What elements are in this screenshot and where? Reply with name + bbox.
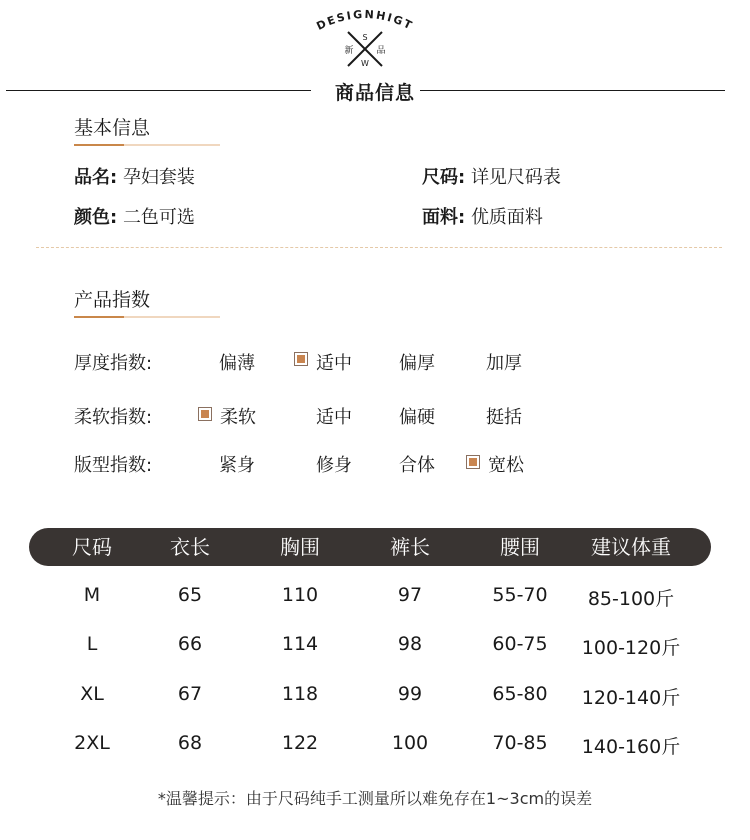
softness-option-crisp: 挺括 [486,407,522,428]
info-key: 颜色: [74,207,118,228]
thickness-option-medium: 适中 [316,353,352,374]
info-value: 孕妇套装 [122,167,195,188]
fit-index-label: 版型指数: [74,455,153,476]
brand-logo [300,6,430,80]
fit-option-loose: 宽松 [488,455,524,476]
table-cell: 99 [397,683,423,705]
header-length: 衣长 [170,535,210,559]
thickness-option-thin: 偏薄 [219,353,255,374]
section-title: 商品信息 [334,82,415,104]
header-weight: 建议体重 [591,535,671,559]
info-item-size [422,163,561,189]
table-cell: L [86,633,98,655]
table-cell: 85-100斤 [587,588,675,610]
header-pants-length: 裤长 [390,535,430,559]
selected-checkbox-icon [198,407,212,421]
logo-letter-top: S [362,33,368,42]
header-chest: 胸围 [280,535,320,559]
info-item-fabric [422,203,543,229]
thickness-option-thick: 偏厚 [399,353,435,374]
measurement-note: *温馨提示：由于尺码纯手工测量所以难免存在1~3cm的误差 [157,789,593,808]
info-key: 品名: [74,167,118,188]
table-cell: 68 [177,732,203,754]
info-item-product-name [74,163,195,189]
fit-option-tight: 紧身 [219,455,255,476]
table-cell: 2XL [74,732,110,754]
info-value: 二色可选 [122,207,195,228]
table-cell: 120-140斤 [581,687,681,709]
table-cell: 70-85 [492,732,548,754]
table-cell: 122 [281,732,319,754]
logo-glyph-right: 品 [376,46,386,56]
info-value: 详见尺码表 [470,167,561,188]
table-cell: 98 [397,633,423,655]
softness-option-stiff: 偏硬 [399,407,435,428]
table-cell: 140-160斤 [581,736,681,758]
table-cell: 114 [281,633,319,655]
selected-checkbox-icon [294,352,308,366]
table-cell: 65 [177,584,203,606]
selected-checkbox-icon [466,455,480,469]
fit-option-slim: 修身 [316,455,352,476]
logo-brand-text: DESIGNHIGT [314,7,416,33]
size-table-header [29,528,711,566]
brand-logo-mark [300,6,430,80]
info-value: 优质面料 [470,207,543,228]
header-size: 尺码 [72,535,112,559]
softness-option-soft: 柔软 [220,407,256,428]
table-cell: 100-120斤 [581,637,681,659]
product-index-heading: 产品指数 [74,289,151,311]
table-cell: 60-75 [492,633,548,655]
svg-text:DESIGNHIGT [314,8,415,33]
table-cell: 66 [177,633,203,655]
header-waist: 腰围 [500,535,540,559]
thickness-index-label: 厚度指数: [74,353,153,374]
table-cell: M [83,584,101,606]
softness-index-label: 柔软指数: [74,407,153,428]
table-cell: XL [80,683,104,705]
table-cell: 67 [177,683,203,705]
table-cell: 118 [281,683,319,705]
table-cell: 97 [397,584,423,606]
info-key: 尺码: [422,167,466,188]
product-index-underline [74,316,220,318]
info-key: 面料: [422,207,466,228]
basic-info-heading: 基本信息 [74,117,151,139]
table-cell: 110 [281,584,319,606]
fit-option-regular: 合体 [399,455,435,476]
section-divider [36,247,722,248]
logo-letter-bottom: W [361,59,369,68]
basic-info-underline [74,144,220,146]
info-item-color [74,203,195,229]
logo-glyph-left: 新 [344,46,354,56]
thickness-option-extra-thick: 加厚 [486,353,522,374]
softness-option-medium: 适中 [316,407,352,428]
table-cell: 100 [391,732,429,754]
table-cell: 65-80 [492,683,548,705]
table-cell: 55-70 [492,584,548,606]
